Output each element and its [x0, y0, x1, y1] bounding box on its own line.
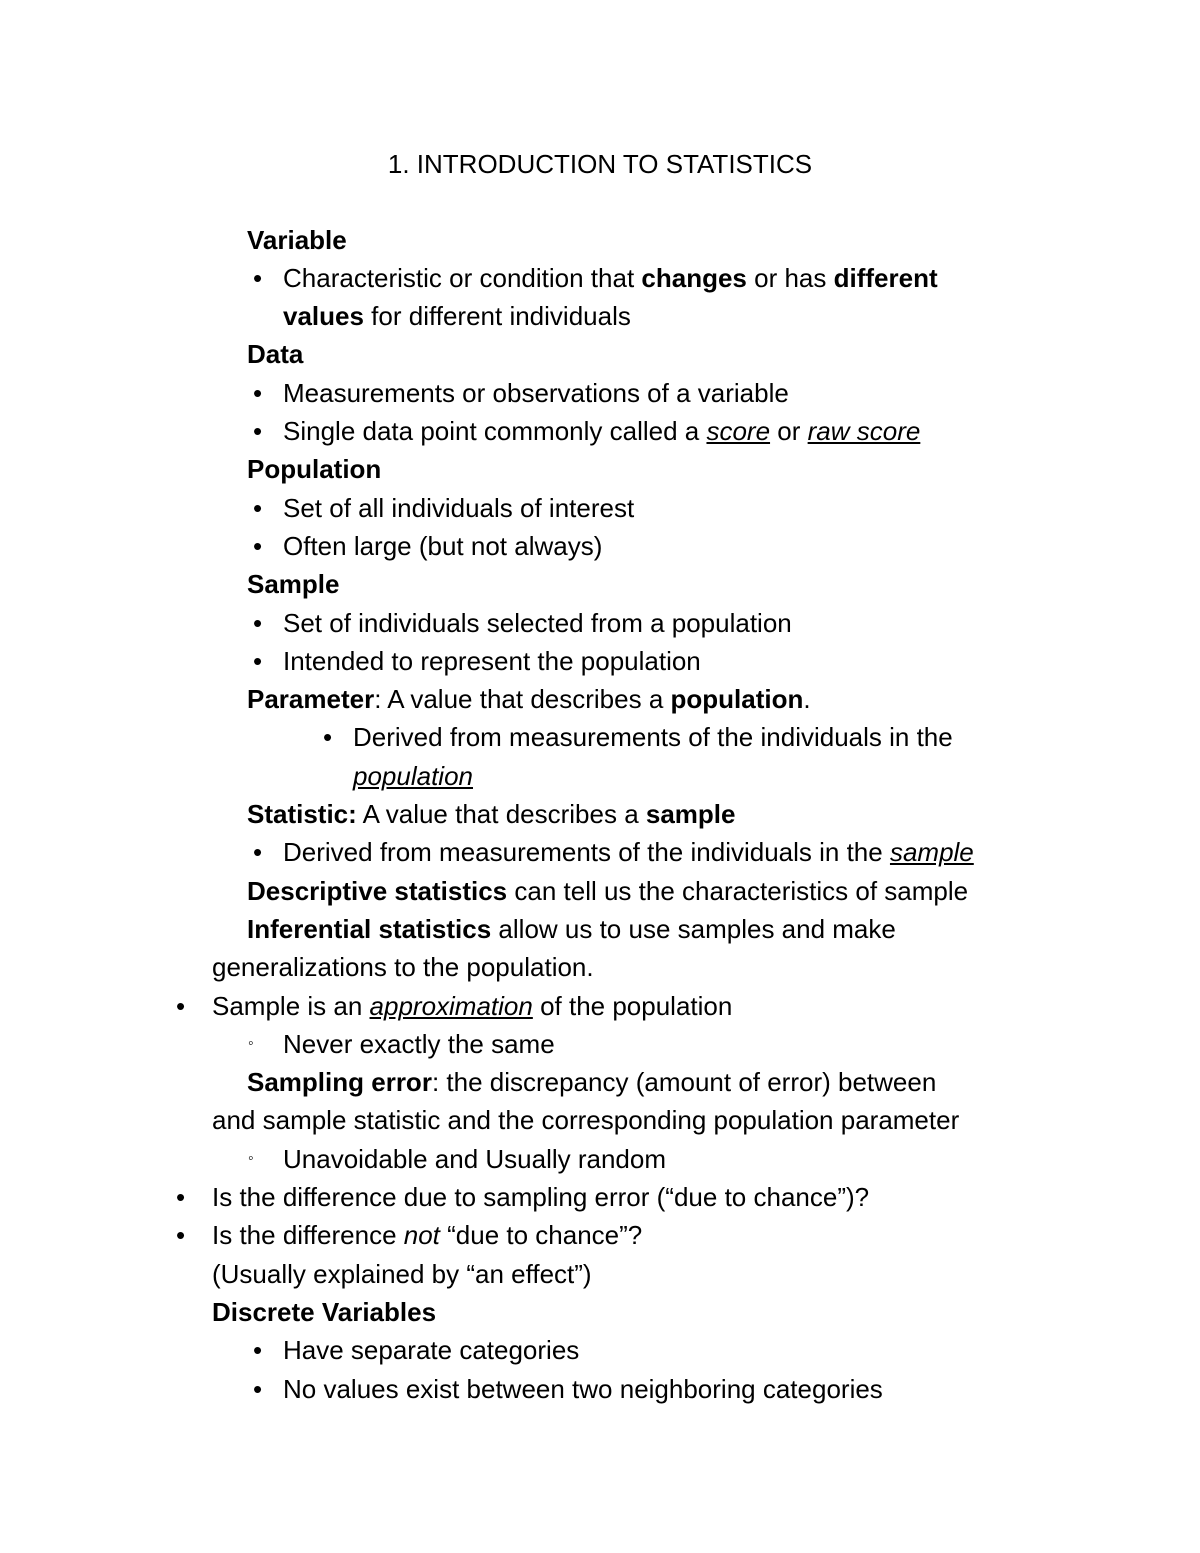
data-item-1: Measurements or observations of a variable: [283, 378, 789, 408]
bullet-icon: •: [253, 1335, 263, 1365]
population-item-1: Set of all individuals of interest: [283, 493, 635, 523]
heading-data: Data: [247, 339, 304, 369]
circle-bullet-icon: ◦: [248, 1150, 254, 1167]
heading-variable: Variable: [247, 225, 347, 255]
inferential-statistics: Inferential statistics allow us to use samples and make: [247, 914, 896, 944]
question-2-cont: (Usually explained by “an effect”): [212, 1259, 592, 1289]
bullet-icon: •: [253, 378, 263, 408]
descriptive-statistics: Descriptive statistics can tell us the characteristics of sample: [247, 876, 969, 906]
sample-item-1: Set of individuals selected from a population: [283, 608, 792, 638]
circle-bullet-icon: ◦: [248, 1035, 254, 1052]
data-item-2: Single data point commonly called a score or raw score: [283, 416, 921, 446]
bullet-icon: •: [253, 837, 263, 867]
parameter-item-1: Derived from measurements of the individuals in the: [353, 722, 953, 752]
bullet-icon: •: [253, 493, 263, 523]
heading-sample: Sample: [247, 569, 340, 599]
question-1: Is the difference due to sampling error (“due to chance”)?: [212, 1182, 870, 1212]
sampling-error-subitem: Unavoidable and Usually random: [283, 1144, 667, 1174]
statistic-definition: Statistic: A value that describes a sample: [247, 799, 736, 829]
bullet-icon: •: [323, 722, 333, 752]
variable-definition-cont: values for different individuals: [283, 301, 631, 331]
sampling-error-cont: and sample statistic and the corresponding population parameter: [212, 1105, 960, 1135]
bullet-icon: •: [253, 646, 263, 676]
population-item-2: Often large (but not always): [283, 531, 603, 561]
approximation-subitem: Never exactly the same: [283, 1029, 555, 1059]
question-2: Is the difference not “due to chance”?: [212, 1220, 643, 1250]
bullet-icon: •: [253, 531, 263, 561]
bullet-icon: •: [253, 416, 263, 446]
approximation-item: Sample is an approximation of the population: [212, 991, 733, 1021]
parameter-item-1-cont: population: [353, 761, 473, 791]
inferential-statistics-cont: generalizations to the population.: [212, 952, 594, 982]
bullet-icon: •: [176, 1182, 186, 1212]
bullet-icon: •: [253, 1374, 263, 1404]
discrete-item-2: No values exist between two neighboring categories: [283, 1374, 883, 1404]
bullet-icon: •: [176, 1220, 186, 1250]
heading-discrete-variables: Discrete Variables: [212, 1297, 437, 1327]
sampling-error-definition: Sampling error: the discrepancy (amount of error) between: [247, 1067, 937, 1097]
sample-item-2: Intended to represent the population: [283, 646, 701, 676]
statistic-item-1: Derived from measurements of the individuals in the sample: [283, 837, 974, 867]
bullet-icon: •: [176, 991, 186, 1021]
discrete-item-1: Have separate categories: [283, 1335, 580, 1365]
page-title: 1. INTRODUCTION TO STATISTICS: [387, 149, 813, 179]
variable-definition: Characteristic or condition that changes or has different: [283, 263, 938, 293]
heading-population: Population: [247, 454, 382, 484]
bullet-icon: •: [253, 608, 263, 638]
bullet-icon: •: [253, 263, 263, 293]
parameter-definition: Parameter: A value that describes a population.: [247, 684, 811, 714]
